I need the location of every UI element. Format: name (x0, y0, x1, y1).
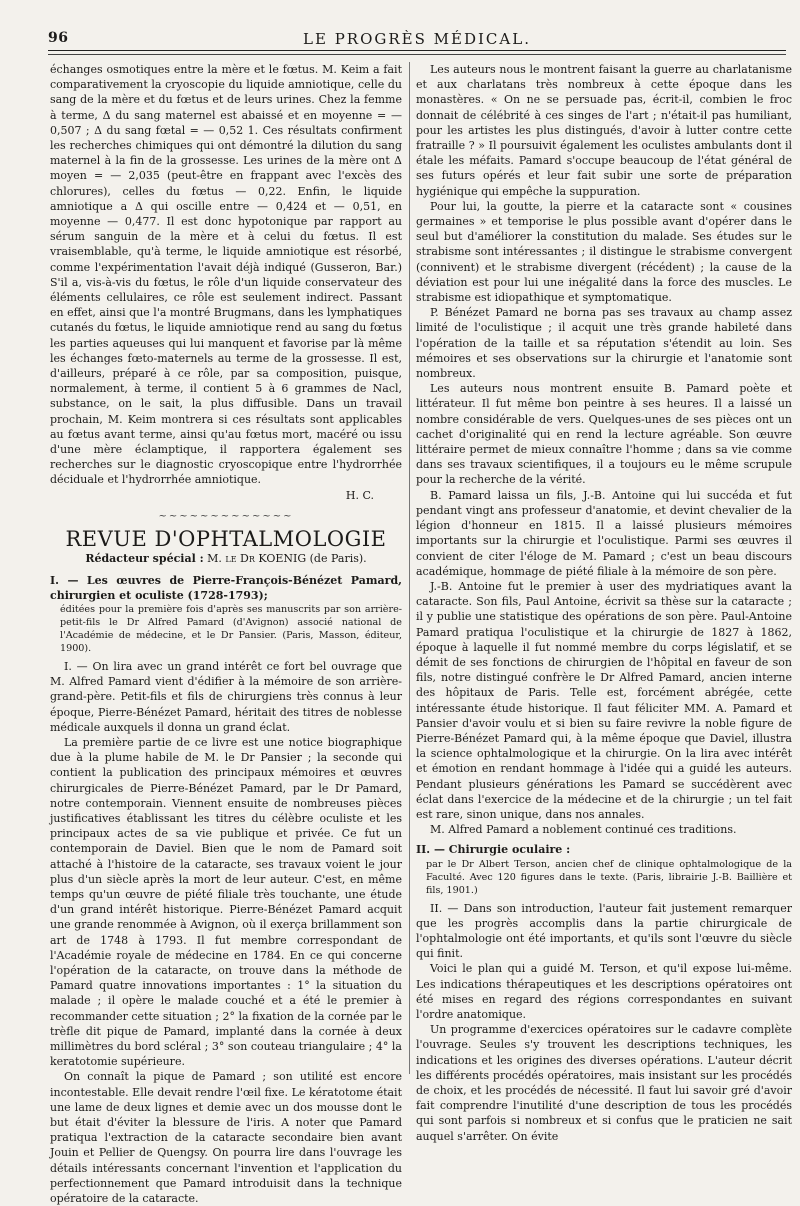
right-paragraph-3: P. Bénézet Pamard ne borna pas ses travaux au champ assez limité de l'oculistique ; il acquit une très grande habileté dans l'opération de la taille et sa réputation s'étendit au loin. Ses mémoires et ses observations sur la chirurgie et l'anatomie sont nombreux. (416, 306, 792, 381)
entry-1-title: I. — Les œuvres de Pierre-François-Bénézet Pamard, chirurgien et oculiste (1728-1793); (50, 573, 402, 602)
header-rule-thin (48, 54, 786, 55)
page-number: 96 (48, 30, 69, 46)
column-divider (409, 62, 410, 1074)
editor-name: M. le Dr KOENIG (207, 552, 307, 566)
page-header (48, 28, 786, 48)
right-paragraph-10: Un programme d'exercices opératoires sur le cadavre complète l'ouvrage. Seules s'y trouvent les descriptions techniques, les indications et les origines des diverses opérations. L'auteur décrit les différents procédés opératoires, mais insistant sur les procédés de choix, et les procédés de nécessité. Il faut lui savoir gré d'avoir fait comprendre l'inutilité d'une description de tous les procédés qui sont parfois si nombreux et si confus que le praticien ne sait auquel s'arrêter. On évite (416, 1023, 792, 1143)
editor-line (50, 551, 402, 566)
editor-prefix: Rédacteur spécial : (85, 552, 204, 566)
entry-2-title: II. — Chirurgie oculaire : (416, 843, 571, 857)
entry-2-biblio: par le Dr Albert Terson, ancien chef de clinique ophtalmologique de la Faculté. Avec 120 figures dans le texte. (Paris, librairie J.-B. Baillière et fils, 1901.) (426, 858, 792, 896)
section-ornament: ~~~~~~~~~~~~~ (158, 510, 294, 522)
left-paragraph-1: échanges osmotiques entre la mère et le fœtus. M. Keim a fait comparativement la cryoscopie du liquide amniotique, celle du sang de la mère et du fœtus et de leurs urines. Chez la femme à terme, Δ du sang maternel est abaissé et en moyenne = — 0,507 ; Δ du sang fœtal = — 0,52 1. Ces résultats confirment les recherches chimiques qui ont démontré la dilution du sang maternel à la fin de la grossesse. Les urines de la mère ont Δ moyen = — 2,035 (peut-être en frappant avec l'excès des chlorures), celles du fœtus — 0,22. Enfin, le liquide amniotique a Δ qui oscille entre — 0,424 et — 0,51, en moyenne — 0,477. Il est donc hypotonique par rapport au sérum sanguin de la mère et à celui du fœtus. Il est vraisemblable, qu'à terme, le liquide amniotique est résorbé, comme l'expérimentation l'avait déjà indiqué (Gusseron, Bar.) S'il a, vis-à-vis du fœtus, le rôle d'un liquide conservateur des éléments cellulaires, ce rôle est seulement indirect. Passant en effet, ainsi que l'a montré Brugmans, dans les lymphatiques cutanés du fœtus, le liquide amniotique rend au sang du fœtus les parties aqueuses qui lui manquent et favorise par là même les échanges fœto-maternels au terme de la grossesse. Il est, d'ailleurs, préparé à ce rôle, par sa composition, puisque, normalement, à terme, il contient 5 à 6 grammes de Nacl, substance, on le sait, la plus diffusible. Dans un travail prochain, M. Keim montrera si ces résultats sont applicables au fœtus avant terme, ainsi qu'au fœtus mort, macéré ou issu d'une mère éclamptique, il rapportera également ses recherches sur le diagnostic cryoscopique entre l'hydrorrhée déciduale et l'hydrorrhée amniotique. (50, 63, 402, 487)
header-rule (48, 50, 786, 51)
right-paragraph-9: Voici le plan qui a guidé M. Terson, et qu'il expose lui-même. Les indications thérapeutiques et les descriptions opératoires ont été mises en regard des régions correspondantes en suivant l'ordre anatomique. (416, 962, 792, 1021)
entry-1-biblio: éditées pour la première fois d'après ses manuscrits par son arrière-petit-fils le Dr Alfred Pamard (d'Avignon) associé national de l'Académie de médecine, et le Dr Pansier. (Paris, Masson, éditeur, 1900). (60, 603, 402, 654)
left-paragraph-3: La première partie de ce livre est une notice biographique due à la plume habile de M. le Dr Pansier ; la seconde qui contient la publication des principaux mémoires et œuvres chirurgicales de Pierre-Bénézet Pamard, par le Dr Pamard, notre contemporain. Viennent ensuite de nombreuses pièces justificatives établissant les titres du célèbre oculiste et les principaux actes de sa vie publique et privée. Ce fut un contemporain de Daviel. Bien que le nom de Pamard soit attaché à l'histoire de la cataracte, ses travaux voient le jour plus d'un siècle après la mort de leur auteur. C'est, en même temps qu'un œuvre de piété filiale très touchante, une étude d'un grand intérêt historique. Pierre-Bénézet Pamard acquit une grande renommée à Avignon, où il exerça brillamment son art de 1748 à 1793. Il fut membre correspondant de l'Académie royale de médecine en 1784. En ce qui concerne l'opération de la cataracte, on trouve dans la méthode de Pamard quatre innovations importantes : 1° la situation du malade ; il opère le malade couché et a été le premier à recommander cette situation ; 2° la fixation de la cornée par le trèfle dit pique de Pamard, implanté dans la cornée à deux millimètres du bord scléral ; 3° son couteau triangulaire ; 4° la keratotomie supérieure. (50, 735, 402, 1069)
right-paragraph-1: Les auteurs nous le montrent faisant la guerre au charlatanisme et aux charlatans très nombreux à cette époque dans les monastères. « On ne se persuade pas, écrit-il, combien le froc donnait de célébrité à ces singes de l'art ; n'était-il pas humiliant, pour les artistes les plus distingués, d'avoir à lutter contre cette fratraille ? » Il poursuivit également les oculistes ambulants dont il étale les méfaits. Pamard s'occupe beaucoup de l'état général de ses futurs opérés et leur fait subir une sorte de préparation hygiénique qui empêche la suppuration. (416, 63, 792, 198)
right-paragraph-8: II. — Dans son introduction, l'auteur fait justement remarquer que les progrès accomplis dans la partie chirurgicale de l'ophtalmologie ont été importants, et qu'ils sont l'œuvre du siècle qui finit. (416, 901, 792, 961)
left-paragraph-2: I. — On lira avec un grand intérêt ce fort bel ouvrage que M. Alfred Pamard vient d'édifier à la mémoire de son arrière-grand-père. Petit-fils et fils de chirurgiens très connus à leur époque, Pierre-Bénézet Pamard, héritait des titres de noblesse médicale auxquels il donna un grand éclat. (50, 659, 402, 734)
author-signature: H. C. (345, 488, 374, 502)
running-title: LE PROGRÈS MÉDICAL. (303, 30, 531, 48)
section-title: REVUE D'OPHTALMOLOGIE (65, 527, 387, 552)
right-paragraph-2: Pour lui, la goutte, la pierre et la cataracte sont « cousines germaines » et temporise le plus possible avant d'opérer dans le seul but d'améliorer la constitution du malade. Ses études sur le strabisme sont intéressantes ; il distingue le strabisme convergent (connivent) et le strabisme divergent (récédent) ; la cause de la déviation est pour lui une inégalité dans la force des muscles. Le strabisme est idiopathique et symptomatique. (416, 199, 792, 305)
left-column (50, 62, 402, 1206)
left-paragraph-4: On connaît la pique de Pamard ; son utilité est encore incontestable. Elle devait rendre l'œil fixe. Le kératotome était une lame de deux lignes et demie avec un dos mousse dont le but était d'éviter la blessure de l'iris. A noter que Pamard pratiqua l'extraction de la cataracte secondaire bien avant Jouin et Pellier de Quengsy. On pourra lire dans l'ouvrage les détails intéressants concernant l'invention et l'application du perfectionnement que Pamard introduisit dans la technique opératoire de la cataracte. (50, 1070, 402, 1206)
right-paragraph-7: M. Alfred Pamard a noblement continué ces traditions. (430, 823, 737, 837)
editor-place: (de Paris). (309, 552, 367, 566)
right-paragraph-5: B. Pamard laissa un fils, J.-B. Antoine qui lui succéda et fut pendant vingt ans professeur d'anatomie, et devint chevalier de la légion d'honneur en 1815. Il a laissé plusieurs mémoires importants sur la chirurgie et l'oculistique. Parmi ses œuvres il convient de citer l'éloge de M. Pamard ; c'est un beau discours académique, hommage de piété filiale à la mémoire de son père. (416, 488, 792, 578)
right-paragraph-6: J.-B. Antoine fut le premier à user des mydriatiques avant la cataracte. Son fils, Paul Antoine, écrivit sa thèse sur la cataracte ; il y publie une statistique des opérations de son père. Paul-Antoine Pamard pratiqua l'oculistique et la chirurgie de 1827 à 1862, époque à laquelle il fut nommé membre du corps législatif, et se démit de ses fonctions de chirurgien de l'hôpital en faveur de son fils, notre distingué confrère le Dr Alfred Pamard, ancien interne des hôpitaux de Paris. Telle est, forcément abrégée, cette intéressante étude historique. Il faut féliciter MM. A. Pamard et Pansier d'avoir voulu et si bien su faire revivre la noble figure de Pierre-Bénézet Pamard qui, à la même époque que Daviel, illustra la science ophtalmologique et la chirurgie. On la lira avec intérêt et émotion en rendant hommage à l'idée qui a guidé les auteurs. Pendant plusieurs générations les Pamard se succédèrent avec éclat dans l'exercice de la médecine et de la chirurgie ; un tel fait est rare, sinon unique, dans nos annales. (416, 579, 792, 821)
right-column (416, 62, 792, 1143)
right-paragraph-4: Les auteurs nous montrent ensuite B. Pamard poète et littérateur. Il fut même bon peintre à ses heures. Il a laissé un nombre considérable de vers. Quelques-unes de ses pièces ont un cachet d'originalité qui en rend la lecture agréable. Son œuvre littéraire permet de mieux connaître l'homme ; dans sa vie comme dans ses travaux scientifiques, il a toujours eu le même scrupule pour la recherche de la vérité. (416, 382, 792, 487)
